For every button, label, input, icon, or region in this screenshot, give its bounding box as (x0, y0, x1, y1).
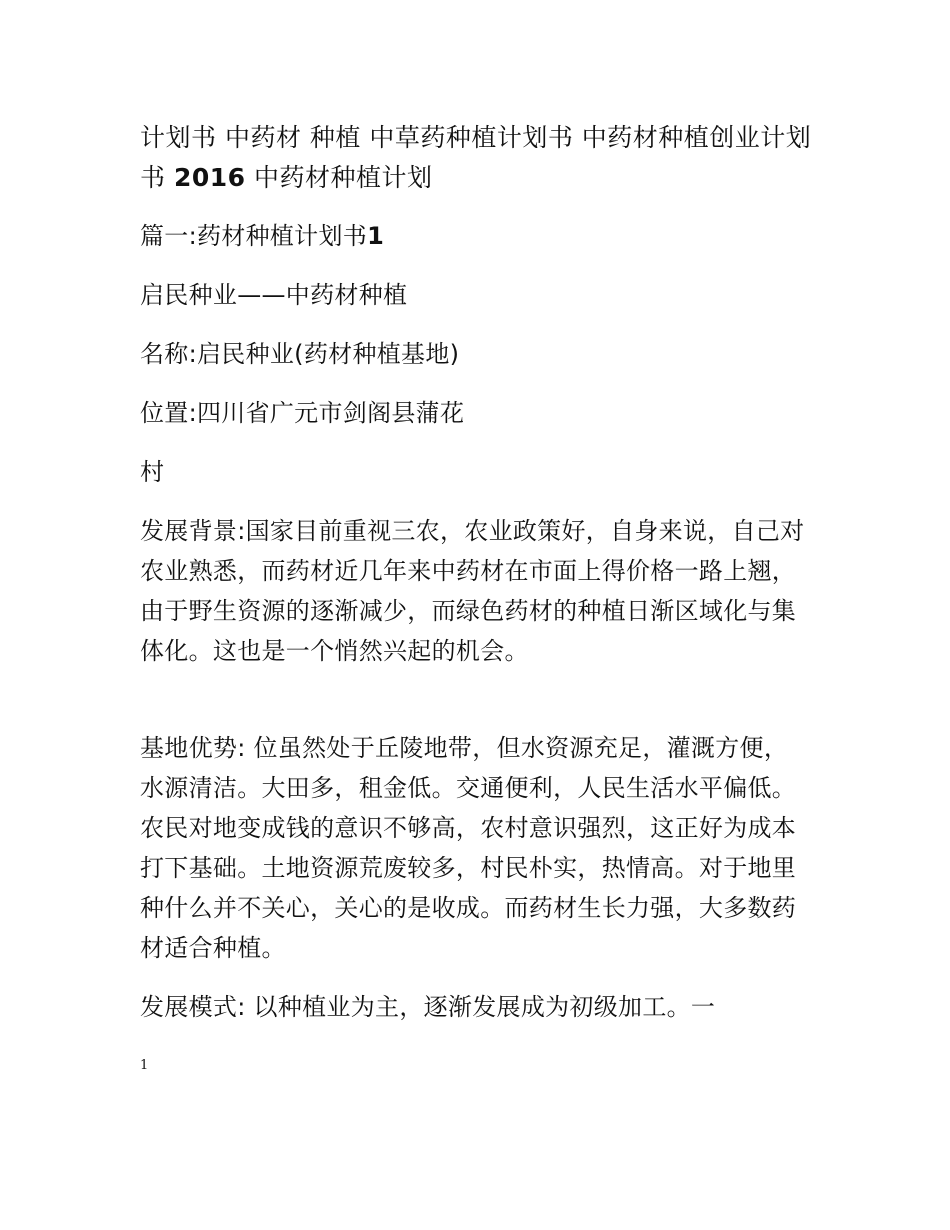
page-number: 1 (140, 1058, 149, 1073)
title-year: 2016 (173, 163, 246, 192)
mode-paragraph: 发展模式: 以种植业为主，逐渐发展成为初级加工。一 (140, 993, 716, 1021)
company-line: 启民种业——中药材种植 (140, 281, 408, 309)
name-line: 名称:启民种业(药材种植基地) (140, 340, 460, 368)
title-tail: 中药材种植计划 (245, 163, 433, 192)
section-heading (140, 216, 812, 256)
location-continuation: 村 (140, 458, 165, 486)
title-main: 计划书 中药材 种植 中草药种植计划书 中药材种植创业计划书 (140, 123, 812, 192)
section-heading-number: 1 (367, 222, 385, 250)
document-body (140, 118, 812, 1046)
advantage-paragraph: 基地优势: 位虽然处于丘陵地带，但水资源充足，灌溉方便，水源清洁。大田多，租金低。交通便利，人民生活水平偏低。农民对地变成钱的意识不够高，农村意识强烈，这正好为成本打下基础。土地资源荒废较多，村民朴实，热情高。对于地里种什么并不关心，关心的是收成。而药材生长力强，大多数药材适合种植。 (140, 734, 797, 962)
section-heading-text: 篇一:药材种植计划书 (140, 222, 368, 250)
background-paragraph: 发展背景:国家目前重视三农，农业政策好，自身来说，自己对农业熟悉，而药材近几年来中药材在市面上得价格一路上翘，由于野生资源的逐渐减少，而绿色药材的种植日渐区域化与集体化。这也是一个悄然兴起的机会。 (140, 517, 805, 665)
location-line: 位置:四川省广元市剑阁县蒲花 (140, 399, 465, 427)
document-title (140, 118, 812, 198)
